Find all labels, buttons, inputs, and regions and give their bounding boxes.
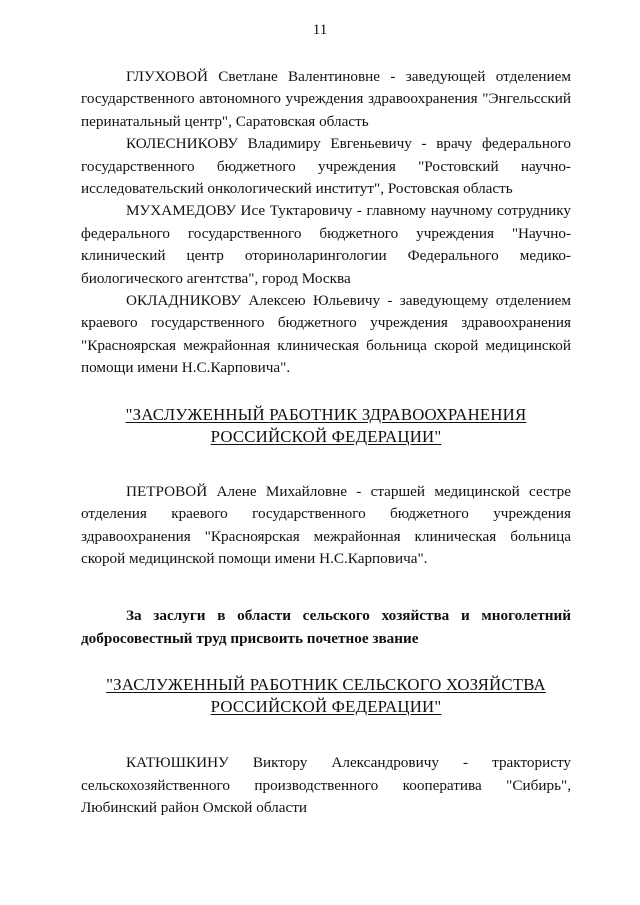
honorary-title-healthcare-line2: РОССИЙСКОЙ ФЕДЕРАЦИИ" (210, 426, 442, 446)
honorary-title-agriculture-line2: РОССИЙСКОЙ ФЕДЕРАЦИИ" (210, 697, 442, 717)
award-paragraph-petrova: ПЕТРОВОЙ Алене Михайловне - старшей медицинской сестре отделения краевого государственного бюджетного учреждения здравоохранения "Красноярская межрайонная клиническая больница скорой медицинской помощи имени Н.С.Карповича". (81, 482, 571, 567)
honorary-title-agriculture (81, 674, 571, 718)
award-paragraph-kolesnikov: КОЛЕСНИКОВУ Владимиру Евгеньевичу - врачу федерального государственного бюджетного учреждения "Ростовский научно-исследовательский онкологический институт", Ростовская область (81, 135, 571, 198)
award-paragraph-mukhamedov: МУХАМЕДОВУ Исе Туктаровичу - главному научному сотруднику федерального государственного бюджетного учреждения "Научно-клинический центр оториноларингологии Федерального медико-биологического агентства", город Москва (81, 202, 571, 287)
honorary-title-healthcare (81, 404, 571, 448)
page-number: 11 (312, 22, 328, 38)
document-body (81, 66, 571, 819)
award-paragraph-katyushkin: КАТЮШКИНУ Виктору Александровичу - трактористу сельскохозяйственного производственного кооператива "Сибирь", Любинский район Омской области (81, 754, 571, 816)
honorary-title-healthcare-line1: "ЗАСЛУЖЕННЫЙ РАБОТНИК ЗДРАВООХРАНЕНИЯ (125, 404, 527, 424)
honorary-title-agriculture-line1: "ЗАСЛУЖЕННЫЙ РАБОТНИК СЕЛЬСКОГО ХОЗЯЙСТВА (106, 675, 546, 695)
award-paragraph-glukhova: ГЛУХОВОЙ Светлане Валентиновне - заведующей отделением государственного автономного учреждения здравоохранения "Энгельсский перинатальный центр", Саратовская область (81, 68, 571, 130)
decree-statement: За заслуги в области сельского хозяйства и многолетний добросовестный труд присвоить почетное звание (81, 607, 571, 647)
award-paragraph-okladnikov: ОКЛАДНИКОВУ Алексею Юльевичу - заведующему отделением краевого государственного бюджетного учреждения здравоохранения "Красноярская межрайонная клиническая больница скорой медицинской помощи имени Н.С.Карповича". (81, 292, 571, 377)
